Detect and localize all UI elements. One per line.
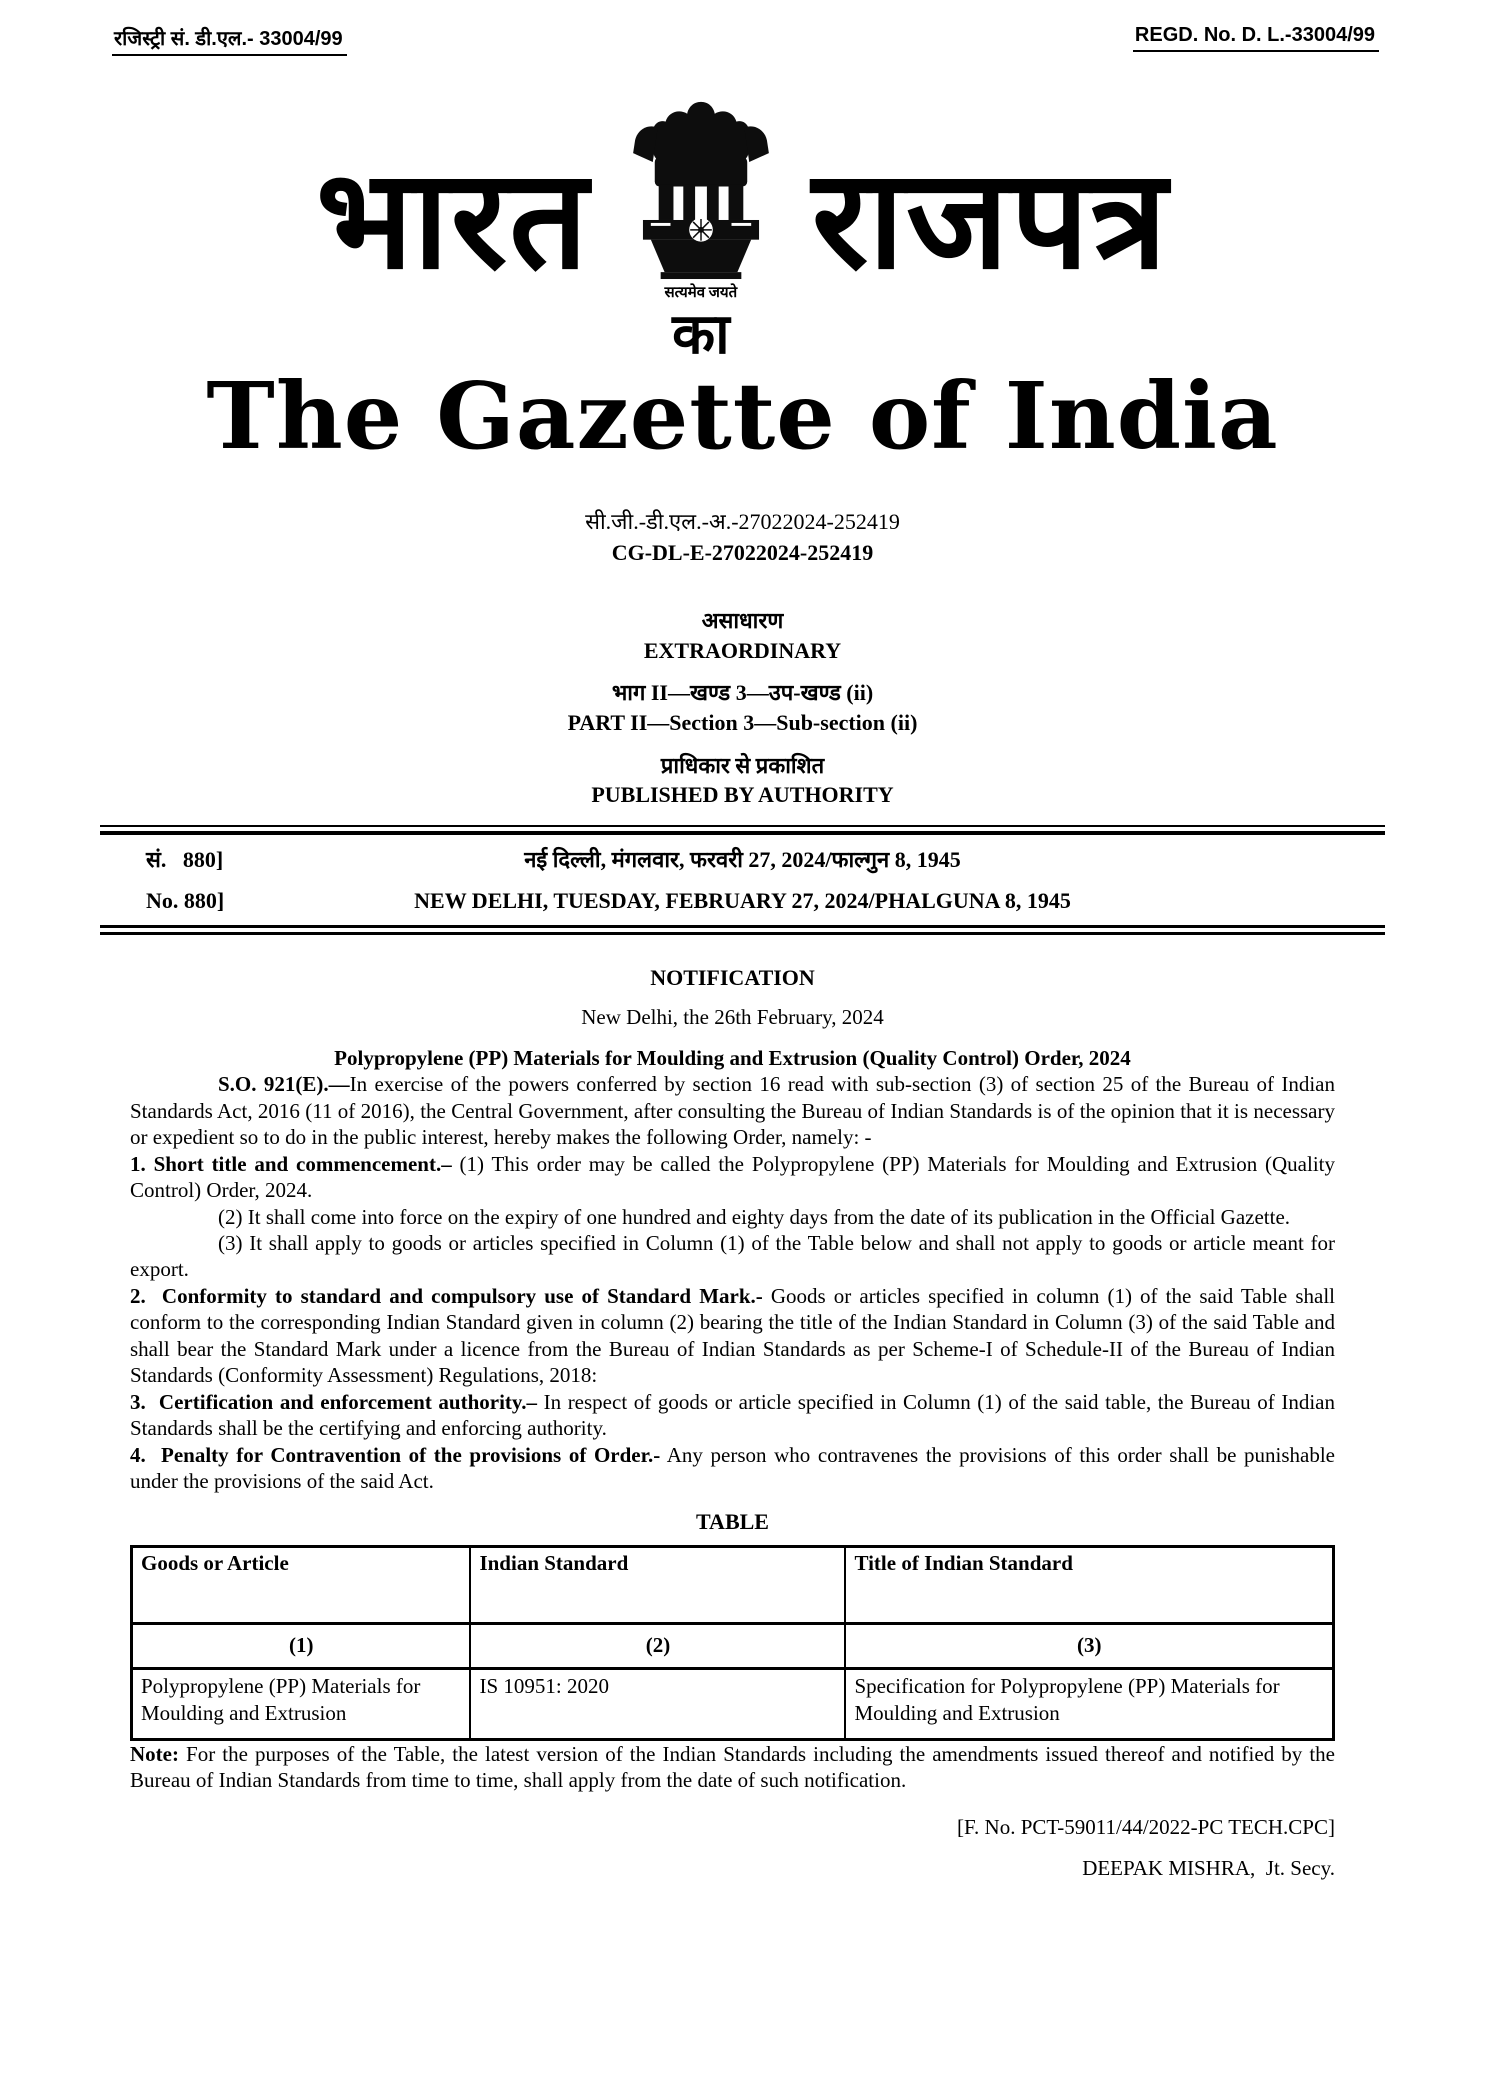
clause-1-sub-2-text: (2) It shall come into force on the expiry of one hundred and eighty days from the date of its publication in the Official Gazette.: [218, 1204, 1291, 1229]
clause-2-text: Goods or articles specified in column (1) of the said Table shall conform to the corresponding Indian Standard given in column (2) bearing the title of the Indian Standard in Column (3) of the said Table and shall bear the Standard Mark under a licence from the Bureau of Indian Standards as per Scheme-I of Schedule-II of the Bureau of Indian Standards (Conformity Assessment) Regulations, 2018:: [130, 1283, 1335, 1388]
issue-date-english: NEW DELHI, TUESDAY, FEBRUARY 27, 2024/PHALGUNA 8, 1945: [414, 888, 1071, 914]
signature-line: DEEPAK MISHRA, Jt. Secy.: [1082, 1856, 1335, 1881]
so-number: S.O. 921(E).—: [218, 1072, 350, 1097]
file-number: [F. No. PCT-59011/44/2022-PC TECH.CPC]: [957, 1815, 1335, 1840]
notification-body: [130, 965, 1335, 1881]
clause-1-text: (1) This order may be called the Polypropylene (PP) Materials for Moulding and Extrusion (Quality Control) Order, 2024.: [130, 1151, 1335, 1203]
extraordinary-english: EXTRAORDINARY: [643, 637, 842, 663]
table-cell-title: Specification for Polypropylene (PP) Materials for Moulding and Extrusion: [845, 1668, 1333, 1739]
authority-hindi: प्राधिकार से प्रकाशित: [660, 752, 825, 778]
band-bottom-rule: [100, 925, 1385, 935]
clause-4: [130, 1442, 1335, 1495]
extraordinary-hindi: असाधारण: [701, 607, 784, 633]
clause-4-text: Any person who contravenes the provisions of this order shall be punishable under the provisions of the said Act.: [130, 1442, 1335, 1494]
notification-place-date: New Delhi, the 26th February, 2024: [581, 1005, 884, 1030]
table-note: [130, 1741, 1335, 1794]
clause-4-lead: 4. Penalty for Contravention of the provisions of Order.-: [130, 1442, 661, 1467]
notification-heading: NOTIFICATION: [650, 965, 815, 991]
table-col-number-2: (2): [470, 1623, 845, 1668]
issue-date-hindi: नई दिल्ली, मंगलवार, फरवरी 27, 2024/फाल्गुन 8, 1945: [524, 847, 961, 873]
ashoka-emblem-icon: [626, 98, 776, 280]
table-cell-goods: Polypropylene (PP) Materials for Moulding and Extrusion: [132, 1668, 471, 1739]
emblem-column: [616, 98, 786, 366]
emblem-motto: सत्यमेव जयते: [664, 284, 738, 301]
table-header-goods: Goods or Article: [132, 1546, 471, 1623]
masthead: [0, 74, 1485, 366]
table-note-text: For the purposes of the Table, the latest version of the Indian Standards including the amendments issued thereof and notified by the Bureau of Indian Standards from time to time, shall apply from the date of such notification.: [130, 1741, 1335, 1792]
gazette-id-hindi: सी.जी.-डी.एल.-अ.-27022024-252419: [585, 508, 900, 534]
gazette-english-title: The Gazette of India: [206, 362, 1279, 470]
table-caption: TABLE: [696, 1508, 769, 1534]
table-column-number-row: [132, 1623, 1334, 1668]
table-cell-standard: IS 10951: 2020: [470, 1668, 845, 1739]
issue-line-hindi: [100, 837, 1385, 881]
clause-1-lead: 1. Short title and commencement.–: [130, 1151, 452, 1176]
table-header-row: [132, 1546, 1334, 1623]
clause-1-sub-2: [130, 1204, 1335, 1230]
gazette-id-english: CG-DL-E-27022024-252419: [611, 539, 874, 565]
masthead-ka-text: का: [672, 300, 730, 367]
registry-number-hindi: रजिस्ट्री सं. डी.एल.- 33004/99: [112, 24, 347, 56]
table-note-lead: Note:: [130, 1741, 179, 1766]
registry-row: [112, 24, 1379, 56]
issue-band: [100, 825, 1385, 935]
clause-2: [130, 1283, 1335, 1389]
authority-english: PUBLISHED BY AUTHORITY: [591, 782, 894, 808]
issue-number-hindi: सं. 880]: [146, 847, 224, 873]
table-data-row: [132, 1668, 1334, 1739]
gazette-id-block: [0, 506, 1485, 566]
table-col-number-3: (3): [845, 1623, 1333, 1668]
clause-3: [130, 1389, 1335, 1442]
table-col-number-1: (1): [132, 1623, 471, 1668]
clause-1-sub-3-text: (3) It shall apply to goods or articles specified in Column (1) of the Table below and shall not apply to goods or article meant for export.: [130, 1231, 1335, 1282]
table-header-standard: Indian Standard: [470, 1546, 845, 1623]
masthead-bharat-text: भारत: [316, 137, 590, 300]
issue-line-english: [100, 881, 1385, 921]
so-text: In exercise of the powers conferred by section 16 read with sub-section (3) of section 25 of the Bureau of Indian Standards Act, 2016 (11 of 2016), the Central Government, after consulting the Bureau of Indian Standards is of the opinion that it is necessary or expedient so to do in the public interest, hereby makes the following Order, namely: -: [130, 1072, 1335, 1150]
registry-number-english: REGD. No. D. L.-33004/99: [1133, 24, 1379, 52]
order-title: Polypropylene (PP) Materials for Moulding and Extrusion (Quality Control) Order, 2024: [334, 1046, 1131, 1071]
issue-type-block: [0, 606, 1485, 811]
part-section-hindi: भाग II—खण्ड 3—उप-खण्ड (ii): [611, 680, 874, 706]
masthead-rajpatra-text: राजपत्र: [811, 137, 1169, 300]
issue-number-english: No. 880]: [146, 888, 225, 914]
clause-2-lead: 2. Conformity to standard and compulsory use of Standard Mark.-: [130, 1283, 763, 1308]
table-header-title: Title of Indian Standard: [845, 1546, 1333, 1623]
goods-table: [130, 1545, 1335, 1741]
part-section-english: PART II—Section 3—Sub-section (ii): [567, 710, 918, 735]
so-paragraph: [130, 1071, 1335, 1150]
clause-3-text: In respect of goods or article specified in Column (1) of the said table, the Bureau of Indian Standards shall be the certifying and enforcing authority.: [130, 1389, 1335, 1441]
clause-1: [130, 1151, 1335, 1204]
clause-3-lead: 3. Certification and enforcement authority.–: [130, 1389, 538, 1414]
clause-1-sub-3: [130, 1230, 1335, 1283]
band-top-rule: [100, 825, 1385, 835]
